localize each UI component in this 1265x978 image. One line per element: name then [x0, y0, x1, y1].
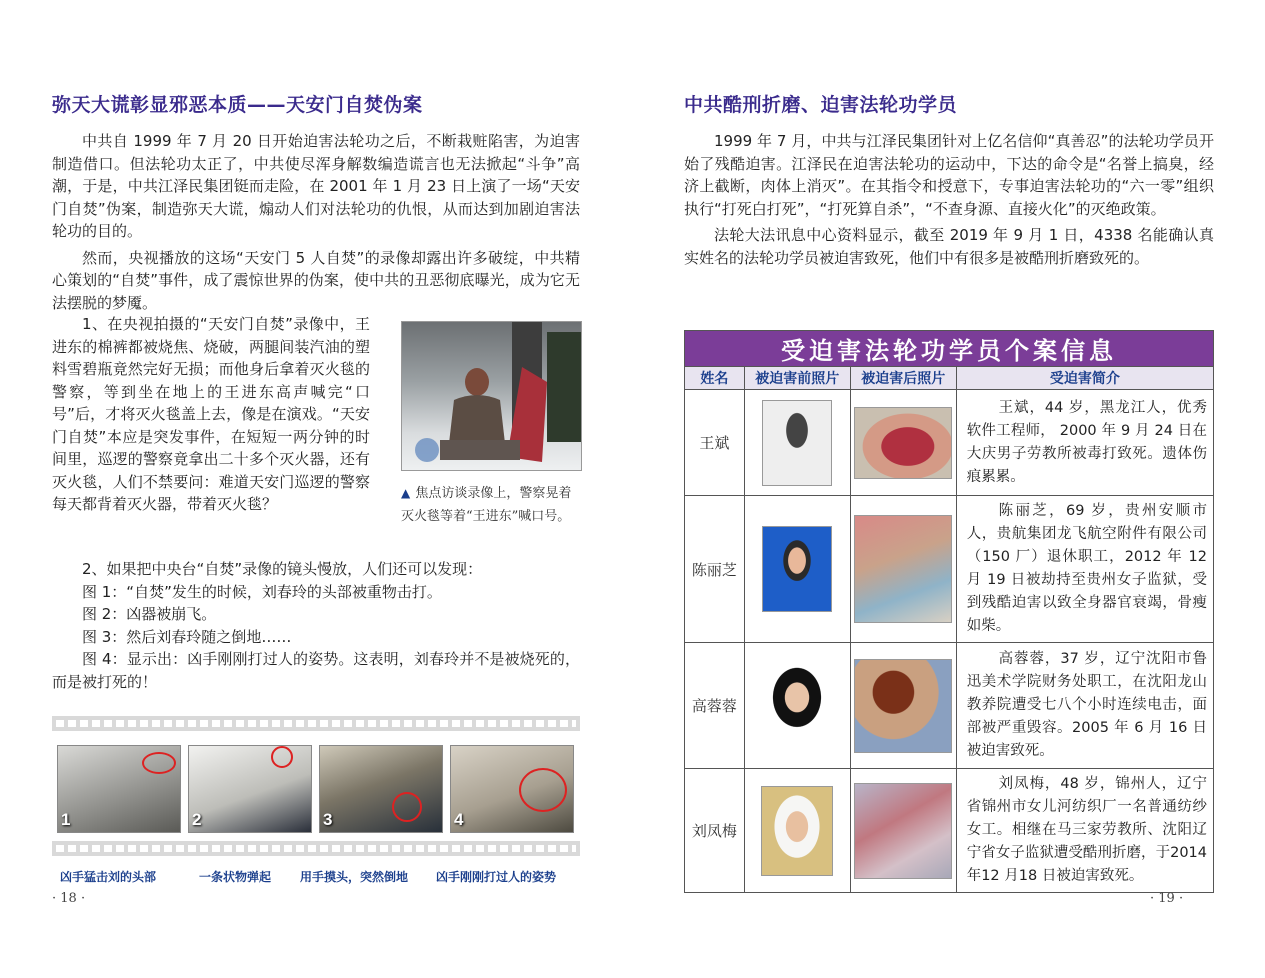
victim-name: 高蓉蓉 — [685, 643, 745, 769]
video-still-graphic — [402, 322, 581, 470]
video-frame-3 — [319, 745, 443, 833]
photo-before — [744, 496, 850, 643]
table-row — [685, 496, 1214, 643]
column-header-photo-before: 被迫害前照片 — [744, 367, 850, 390]
figure-note-4: 图 4：显示出：凶手刚刚打过人的姿势。这表明，刘春玲并不是被烧死的，而是被打死的！ — [52, 650, 580, 691]
frame-number: 1 — [61, 810, 71, 829]
injury-photo — [854, 783, 952, 879]
figure-note-3: 图 3：然后刘春玲随之倒地…… — [82, 627, 292, 646]
table-row — [685, 390, 1214, 496]
photo-before — [744, 769, 850, 893]
photo-before — [744, 390, 850, 496]
victim-description: 王斌，44 岁，黑龙江人，优秀软件工程师， 2000 年 9 月 24 日在大庆男子劳教所被毒打致死。遗体伤痕累累。 — [956, 390, 1213, 496]
frame-caption-2: 一条状物弹起 — [199, 870, 272, 884]
photo-after — [850, 496, 956, 643]
portrait-photo — [761, 786, 833, 876]
victim-name: 刘凤梅 — [685, 769, 745, 893]
red-circle-marker — [142, 752, 176, 774]
video-frame-4 — [450, 745, 574, 833]
table-row — [685, 643, 1214, 769]
frame-caption-1: 凶手猛击刘的头部 — [60, 870, 157, 884]
figure-note-2: 图 2：凶器被崩飞。 — [82, 605, 217, 623]
photo-after — [850, 390, 956, 496]
column-header-photo-after: 被迫害后照片 — [850, 367, 956, 390]
victim-description: 刘凤梅，48 岁，锦州人，辽宁省锦州市女儿河纺织厂一名普通纺纱女工。相继在马三家劳教所、沈阳辽宁省女子监狱遭受酷刑折磨，于2014 年12 月18 日被迫害致死。 — [956, 769, 1213, 893]
photo-after — [850, 643, 956, 769]
triangle-bullet-icon: ▲ — [401, 486, 411, 500]
frame-caption-4: 凶手刚刚打过人的姿势 — [436, 870, 557, 884]
right-page-title: 中共酷刑折磨、迫害法轮功学员 — [684, 94, 958, 116]
photo-before — [744, 643, 850, 769]
left-intro-text — [52, 130, 580, 314]
photo-after — [850, 769, 956, 893]
victim-description: 高蓉蓉，37 岁，辽宁沈阳市鲁迅美术学院财务处职工，在沈阳龙山教养院遭受七八个小时连续电击，面部被严重毁容。2005 年 6 月 16 日被迫害致死。 — [956, 643, 1213, 769]
right-intro-text — [684, 130, 1214, 269]
injury-photo — [854, 407, 952, 479]
victim-description: 陈丽芝，69 岁，贵州安顺市人，贵航集团龙飞航空附件有限公司（150 厂）退休职工，2012 年 12 月 19 日被劫持至贵州女子监狱，受到残酷迫害以致全身器官衰竭，骨瘦如柴。 — [956, 496, 1213, 643]
frame-number: 2 — [192, 810, 202, 829]
self-immolation-video-still — [401, 321, 582, 471]
photo-caption-text: 焦点访谈录像上，警察晃着灭火毯等着“王进东”喊口号。 — [401, 486, 572, 524]
right-paragraph-2: 法轮大法讯息中心资料显示，截至 2019 年 9 月 1 日，4338 名能确认真实姓名的法轮功学员被迫害致死，他们中有很多是被酷刑折磨致死的。 — [684, 226, 1214, 267]
left-paragraph-1: 中共自 1999 年 7 月 20 日开始迫害法轮功之后，不断栽赃陷害，为迫害制造借口。但法轮功太正了，中共使尽浑身解数编造谎言也无法掀起“斗争”高潮，于是，中共江泽民集团铤而走险，在 2001 年 1 月 23 日上演了一场“天安门自焚”伪案，制造弥天大谎，煽动人们对法轮功的仇恨，从而达到加剧迫害法轮功的目的。 — [52, 132, 580, 240]
right-page-number: · 19 · — [1150, 891, 1184, 906]
figure-note-1: 图 1：“自焚”发生的时候，刘春玲的头部被重物击打。 — [82, 582, 442, 601]
portrait-photo — [755, 663, 839, 749]
victim-name: 王斌 — [685, 390, 745, 496]
frame-number: 4 — [454, 810, 464, 829]
left-figure-notes — [52, 558, 580, 693]
left-paragraph-2: 然而，央视播放的这场“天安门 5 人自焚”的录像却露出许多破绽，中共精心策划的“自焚”事件，成了震惊世界的伪案，使中共的丑恶彻底曝光，成为它无法摆脱的梦魇。 — [52, 248, 580, 312]
left-page-number: · 18 · — [52, 891, 86, 906]
injury-photo — [854, 659, 952, 753]
table-row — [685, 769, 1214, 893]
column-header-name: 姓名 — [685, 367, 745, 390]
left-paragraph-3: 1、在央视拍摄的“天安门自焚”录像中，王进东的棉裤都被烧焦、烧破，两腿间装汽油的塑料雪碧瓶竟然完好无损；而他身后拿着灭火毯的警察，等到坐在地上的王进东高声喊完“口号”后，才将灭火毯盖上去，像是在演戏。“天安门自焚”本应是突发事件，在短短一两分钟的时间里，巡逻的警察竟拿出二十多个灭火器，还有灭火毯，人们不禁要问：难道天安门巡逻的警察每天都背着灭火器，带着灭火毯？ — [52, 315, 370, 513]
video-frame-2 — [188, 745, 312, 833]
left-paragraph-4: 2、如果把中央台“自焚”录像的镜头慢放，人们还可以发现： — [82, 560, 483, 578]
column-header-description: 受迫害简介 — [956, 367, 1213, 390]
frame-number: 3 — [323, 810, 333, 829]
left-page-title: 弥天大谎彰显邪恶本质——天安门自焚伪案 — [52, 94, 423, 116]
film-strip-top — [52, 716, 580, 731]
frame-caption-3: 用手摸头，突然倒地 — [300, 870, 409, 884]
photo-caption — [401, 482, 581, 528]
table-title: 受迫害法轮功学员个案信息 — [685, 331, 1214, 367]
red-circle-marker — [392, 792, 422, 822]
injury-photo — [854, 515, 952, 623]
victim-name: 陈丽芝 — [685, 496, 745, 643]
left-point-1 — [52, 313, 370, 516]
red-circle-marker — [271, 746, 293, 768]
red-circle-marker — [519, 768, 567, 812]
portrait-photo — [762, 526, 832, 612]
portrait-photo — [762, 400, 832, 486]
right-paragraph-1: 1999 年 7 月，中共与江泽民集团针对上亿名信仰“真善忍”的法轮功学员开始了残酷迫害。江泽民在迫害法轮功的运动中，下达的命令是“名誉上搞臭，经济上截断，肉体上消灭”。在其指令和授意下，专事迫害法轮功的“六一零”组织执行“打死白打死”，“打死算自杀”，“不查身源、直接火化”的灭绝政策。 — [684, 132, 1214, 218]
film-strip-bottom — [52, 841, 580, 856]
persecution-cases-table — [684, 330, 1214, 893]
video-frame-1 — [57, 745, 181, 833]
